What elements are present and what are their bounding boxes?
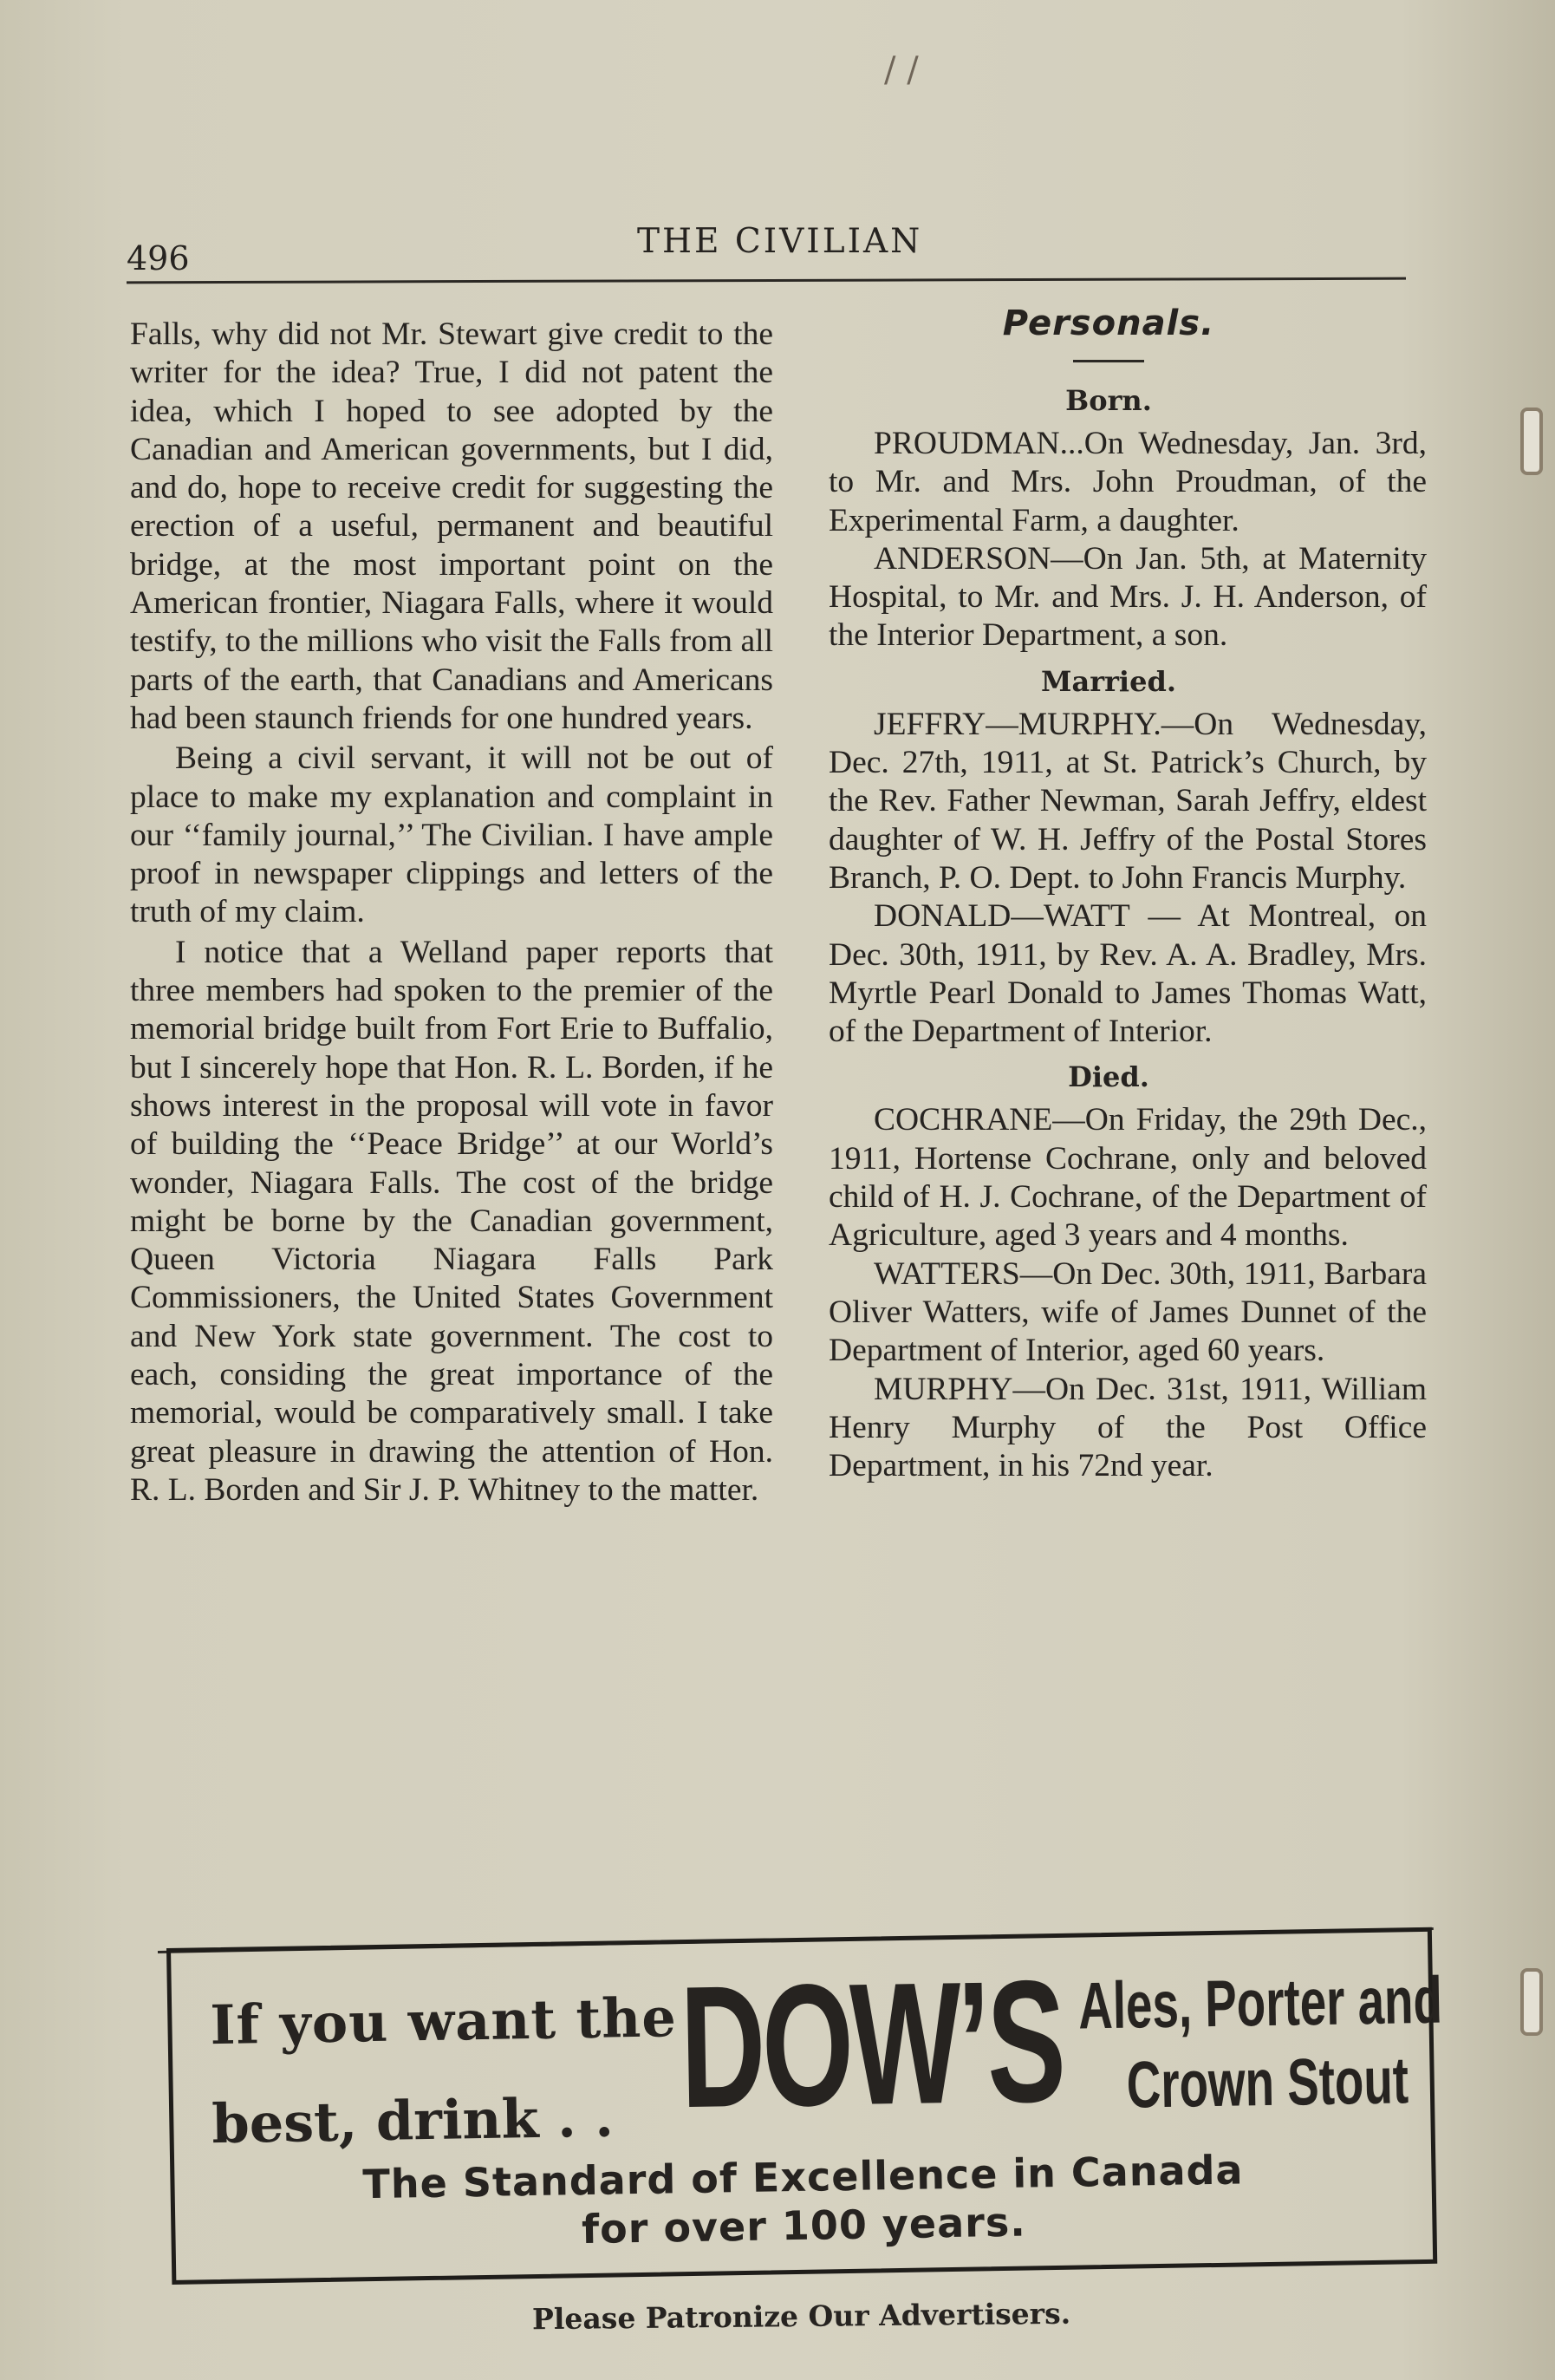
- ad-line-2: best, drink . .: [211, 2085, 615, 2156]
- personals-column: [791, 299, 1427, 1485]
- notice-item: COCHRANE—On Friday, the 29th Dec., 1911, Hortense Cochrane, only and beloved child of H. J. Cochrane, of the Department of Agriculture, aged 3 years and 4 months.: [829, 1102, 1427, 1254]
- notice-item: ANDERSON—On Jan. 5th, at Maternity Hospital, to Mr. and Mrs. J. H. Anderson, of the Interior Department, a son.: [829, 540, 1427, 654]
- notice-item: DONALD—WATT — At Montreal, on Dec. 30th, 1911, by Rev. A. A. Bradley, Mrs. Myrtle Pearl Donald to James Thomas Watt, of the Department of Interior.: [829, 898, 1427, 1050]
- header-rule: [127, 277, 1406, 284]
- born-heading: Born.: [1065, 384, 1152, 417]
- left-paragraph-3: I notice that a Welland paper reports that three members had spoken to the premier of the memorial bridge built from Fort Erie to Buffalio, but I sincerely hope that Hon. R. L. Borden, if he shows interest in the proposal will vote in favor of building the ‘‘Peace Bridge’’ at our World’s wonder, Niagara Falls. The cost of the bridge might be borne by the Canadian government, Queen Victoria Niagara Falls Park Commissioners, the United States Government and New York state government. The cost to each, considing the great importance of the memorial, would be comparatively small. I take great pleasure in drawing the attention of Hon. R. L. Borden and Sir J. P. Whitney to the matter.: [130, 934, 773, 1508]
- page-number: 496: [127, 239, 190, 277]
- ad-tagline-2: for over 100 years.: [581, 2198, 1027, 2253]
- footer-notice: Please Patronize Our Advertisers.: [531, 2296, 1071, 2337]
- pencil-mark: / /: [884, 50, 919, 90]
- binding-clip-icon: [1520, 408, 1543, 475]
- ad-products-1: Ales, Porter and: [1077, 1963, 1443, 2044]
- notice-item: MURPHY—On Dec. 31st, 1911, William Henry Murphy of the Post Office Department, in his 72nd year.: [829, 1371, 1427, 1484]
- running-head: THE CIVILIAN: [637, 222, 923, 261]
- title-rule: [1073, 360, 1144, 362]
- left-paragraph-1: Falls, why did not Mr. Stewart give credit to the writer for the idea? True, I did not patent the idea, which I hoped to see adopted by the Canadian and American governments, but I did, and do, hope to receive credit for suggesting the erection of a useful, permanent and beautiful bridge, at the most important point on the American frontier, Niagara Falls, where it would testify, to the millions who visit the Falls from all parts of the earth, that Canadians and Americans had been staunch friends for one hundred years.: [130, 316, 773, 736]
- left-column: [130, 316, 773, 1510]
- notice-item: PROUDMAN...On Wednesday, Jan. 3rd, to Mr. and Mrs. John Proudman, of the Experimental Farm, a daughter.: [829, 426, 1427, 538]
- notice-item: WATTERS—On Dec. 30th, 1911, Barbara Oliver Watters, wife of James Dunnet of the Department of Interior, aged 60 years.: [829, 1255, 1427, 1369]
- dows-advertisement: [166, 1927, 1443, 2285]
- married-heading: Married.: [1041, 664, 1176, 698]
- personals-title: Personals.: [1002, 303, 1215, 343]
- left-paragraph-2: Being a civil servant, it will not be out of place to make my explanation and complaint in our ‘‘family journal,’’ The Civilian. I have ample proof in newspaper clippings and letters of the truth of my claim.: [130, 740, 773, 930]
- ad-tagline-1: The Standard of Excellence in Canada: [362, 2146, 1244, 2208]
- ad-brand: DOW’S: [679, 1944, 1064, 2145]
- ad-products-2: Crown Stout: [1126, 2044, 1409, 2122]
- binding-clip-icon: [1520, 1968, 1543, 2036]
- notice-item: JEFFRY—MURPHY.—On Wednesday, Dec. 27th, 1911, at St. Patrick’s Church, by the Rev. Father Newman, Sarah Jeffry, eldest daughter of W. H. Jeffry of the Postal Stores Branch, P. O. Dept. to John Francis Murphy.: [829, 706, 1427, 896]
- ad-line-1: If you want the: [209, 1986, 678, 2057]
- died-heading: Died.: [1068, 1060, 1149, 1094]
